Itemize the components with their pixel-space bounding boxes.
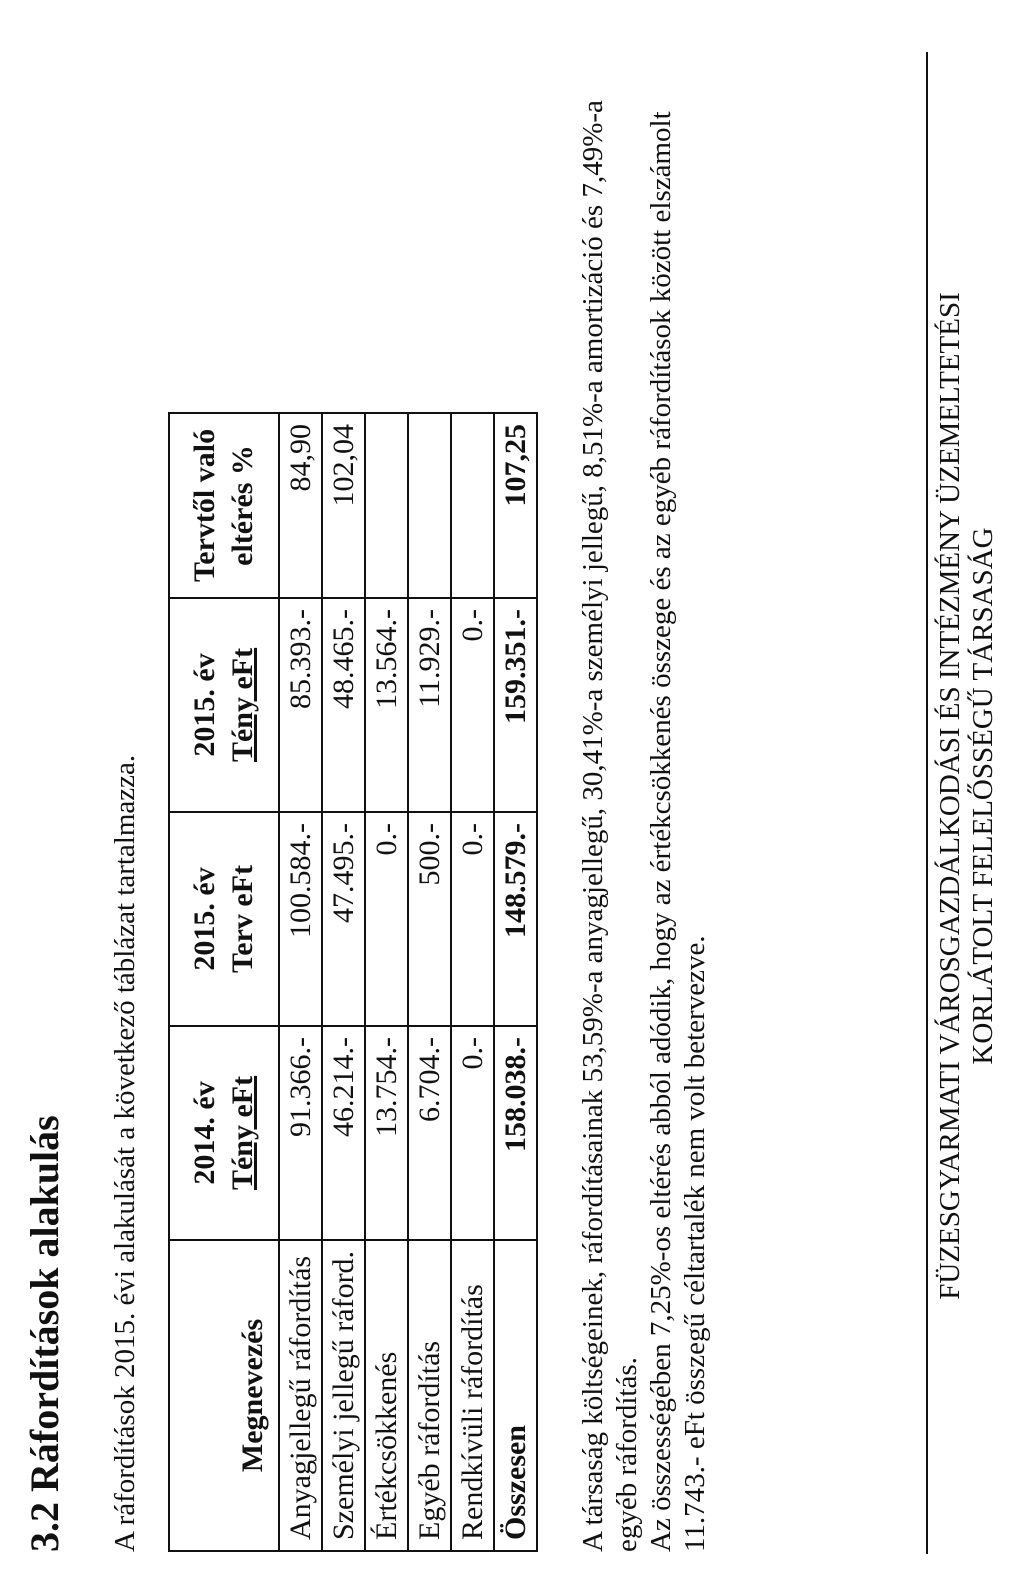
total-label: Összesen [494, 1240, 537, 1551]
cell-2014-teny: 13.754.- [365, 1026, 408, 1240]
row-label: Egyéb ráfordítás [408, 1240, 451, 1551]
footer-line-1: FÜZESGYARMATI VÁROSGAZDÁLKODÁSI ÉS INTÉZMÉNY ÜZEMELTETÉSI [934, 292, 966, 1300]
cell-2015-teny: 48.465.- [322, 598, 365, 812]
header-2015-teny: 2015. év Tény eFt [169, 598, 279, 812]
table-row [365, 413, 408, 1551]
total-2014-teny: 158.038.- [494, 1026, 537, 1240]
row-label: Értékcsökkenés [365, 1240, 408, 1551]
total-2015-teny: 159.351.- [494, 598, 537, 812]
intro-paragraph: A ráfordítások 2015. évi alakulását a következő táblázat tartalmazza. [109, 754, 141, 1552]
total-2015-terv: 148.579.- [494, 812, 537, 1026]
cell-2014-teny: 0.- [451, 1026, 494, 1240]
cell-2015-teny: 0.- [451, 598, 494, 812]
body-text [576, 82, 712, 1552]
cell-2015-teny: 85.393.- [279, 598, 322, 812]
row-label: Anyagjellegű ráfordítás [279, 1240, 322, 1551]
expenses-table [168, 412, 538, 1552]
cell-2015-teny: 13.564.- [365, 598, 408, 812]
table-total-row [494, 413, 537, 1551]
header-2015-terv: 2015. év Terv eFt [169, 812, 279, 1026]
cell-elteres [451, 413, 494, 598]
cell-2015-terv: 0.- [451, 812, 494, 1026]
cell-2015-terv: 500.- [408, 812, 451, 1026]
cell-elteres [408, 413, 451, 598]
cell-2014-teny: 6.704.- [408, 1026, 451, 1240]
total-elteres: 107,25 [494, 413, 537, 598]
cell-2015-teny: 11.929.- [408, 598, 451, 812]
company-footer [934, 0, 1000, 1592]
header-megnevezes: Megnevezés [169, 1240, 279, 1551]
table-row [279, 413, 322, 1551]
table-header-row [169, 413, 279, 1551]
cell-2014-teny: 46.214.- [322, 1026, 365, 1240]
cell-2015-terv: 0.- [365, 812, 408, 1026]
header-elteres: Tervtől való eltérés % [169, 413, 279, 598]
paragraph-cost-structure: A társaság költségeinek, ráfordításainak 53,59%-a anyagjellegű, 30,41%-a személyi jellegű, 8,51%-a amortizáció és 7,49%-a egyéb ráfordítás. [577, 100, 643, 1552]
row-label: Rendkívüli ráfordítás [451, 1240, 494, 1551]
cell-elteres: 102,04 [322, 413, 365, 598]
cell-2014-teny: 91.366.- [279, 1026, 322, 1240]
row-label: Személyi jellegű ráford. [322, 1240, 365, 1551]
table-row [408, 413, 451, 1551]
cell-elteres [365, 413, 408, 598]
cell-2015-terv: 100.584.- [279, 812, 322, 1026]
table-row [322, 413, 365, 1551]
header-2014-teny: 2014. év Tény eFt [169, 1026, 279, 1240]
cell-2015-terv: 47.495.- [322, 812, 365, 1026]
cell-elteres: 84,90 [279, 413, 322, 598]
paragraph-deviation: Az összességében 7,25%-os eltérés abból adódik, hogy az értékcsökkenés összege és az egyéb ráfordítások között elszámolt 11.743.- eFt összegű céltartalék nem volt betervezve. [645, 111, 711, 1552]
section-heading: 3.2 Ráfordítások alakulás [22, 1115, 67, 1552]
footer-divider [926, 52, 928, 1554]
table-row [451, 413, 494, 1551]
footer-line-2: KORLÁTOLT FELELŐSSÉGŰ TÁRSASÁG [967, 527, 999, 1065]
